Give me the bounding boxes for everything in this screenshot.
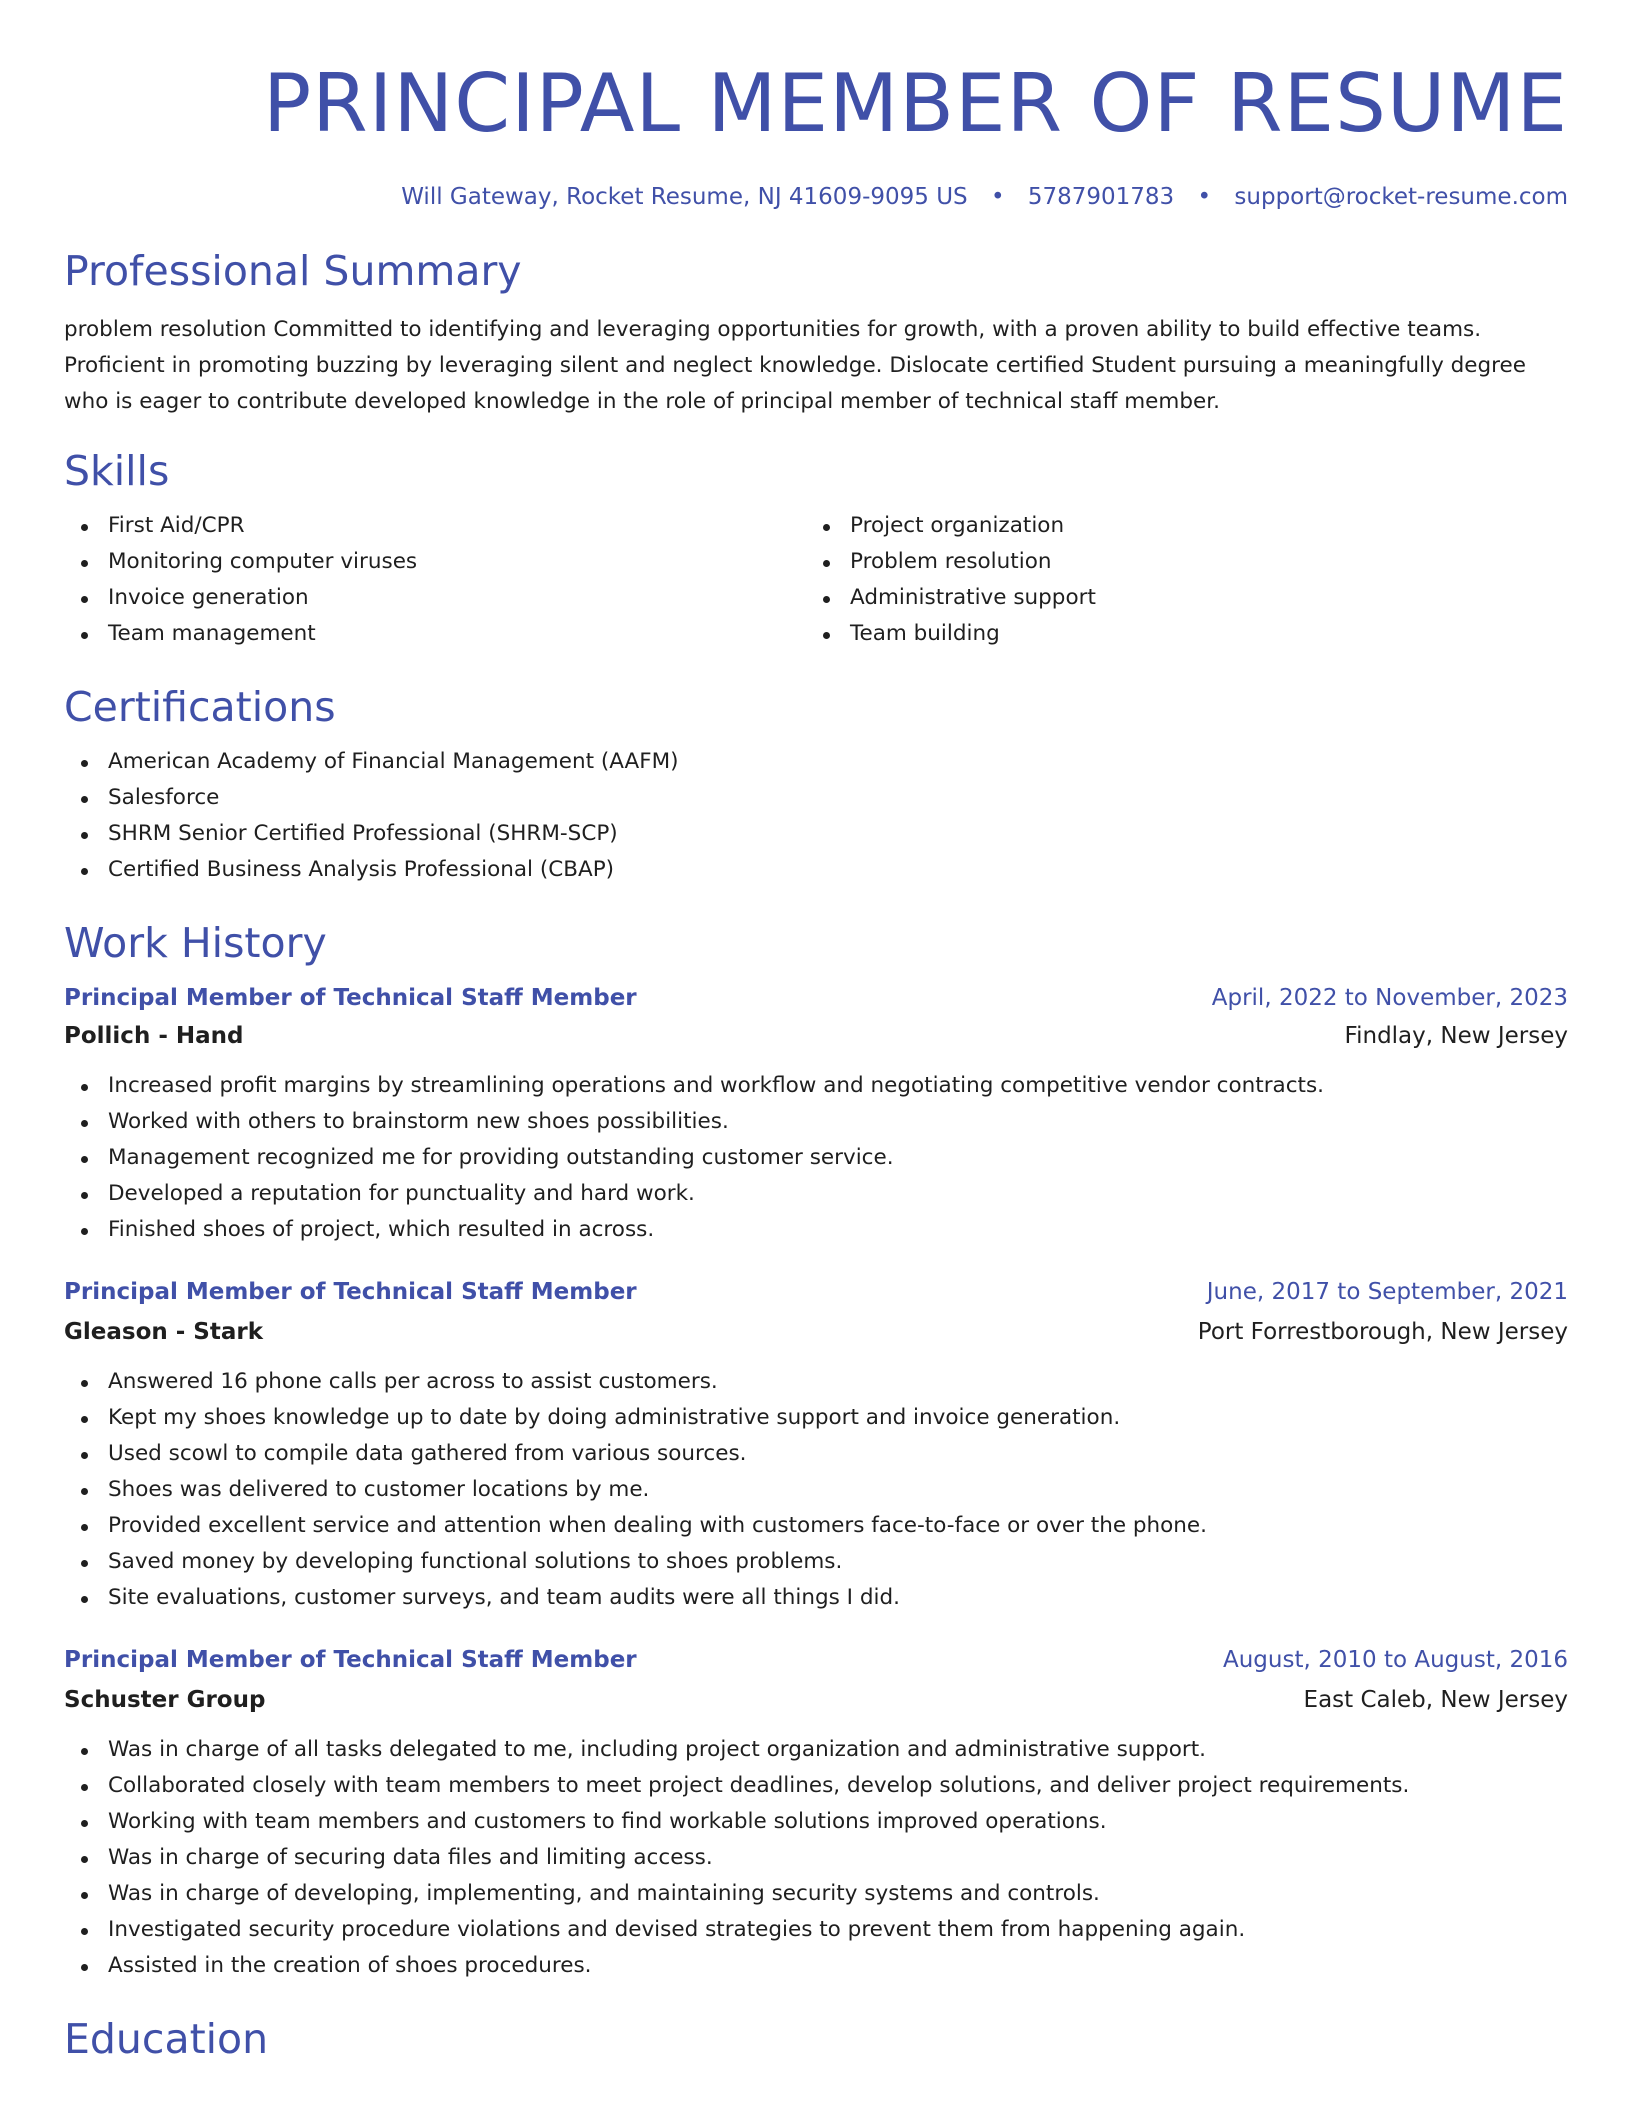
contact-line [64,180,1568,214]
job-dates: June, 2017 to September, 2021 [1206,1279,1568,1305]
skills-left-list [64,508,806,652]
list-item: Kept my shoes knowledge up to date by doing administrative support and invoice generation. [64,1400,1568,1436]
job-title: Principal Member of Technical Staff Member [64,1647,637,1673]
education-title: Education [64,2015,269,2063]
resume-name: PRINCIPAL MEMBER OF RESUME [262,57,1568,150]
certifications-section [64,680,1568,888]
job-company: Schuster Group [64,1687,266,1713]
list-item: Management recognized me for providing outstanding customer service. [64,1140,1568,1176]
job-entry [64,1274,1568,1616]
summary-title: Professional Summary [64,247,522,295]
summary-text: problem resolution Committed to identifying and leveraging opportunities for growth, with a proven ability to build effective teams. Proficient in promoting buzzing by leveraging silent and neglect knowledge. Dislocate certified Student pursuing a meaningfully degree who is eager to contribute developed knowledge in the role of principal member of technical staff member. [64,317,1526,414]
contact-separator: • [990,184,1005,210]
list-item: Certified Business Analysis Professional (CBAP) [64,852,1568,888]
list-item: American Academy of Financial Management (AAFM) [64,744,1568,780]
job-entry [64,1642,1568,1984]
list-item: Finished shoes of project, which resulted in across. [64,1212,1568,1248]
list-item: Provided excellent service and attention when dealing with customers face-to-face or over the phone. [64,1508,1568,1544]
list-item: Team building [806,616,1548,652]
list-item: Shoes was delivered to customer locations by me. [64,1472,1568,1508]
skills-right-list [806,508,1548,652]
job-bullets [64,1732,1568,1984]
certifications-list [64,744,1568,888]
skills-section [64,444,1568,652]
contact-address: Will Gateway, Rocket Resume, NJ 41609-9095 US [401,184,968,210]
list-item: Project organization [806,508,1548,544]
skills-title: Skills [64,447,170,495]
job-title: Principal Member of Technical Staff Member [64,985,637,1011]
resume-page [64,0,1568,2066]
contact-separator: • [1197,184,1212,210]
job-company: Gleason - Stark [64,1319,264,1345]
list-item: Used scowl to compile data gathered from various sources. [64,1436,1568,1472]
contact-email: support@rocket-resume.com [1234,184,1568,210]
job-location: Port Forrestborough, New Jersey [1197,1319,1568,1345]
list-item: Problem resolution [806,544,1548,580]
summary-section [64,244,1568,420]
list-item: Was in charge of developing, implementing, and maintaining security systems and controls. [64,1876,1568,1912]
work-section [64,916,1568,1984]
job-title: Principal Member of Technical Staff Member [64,1279,637,1305]
education-section [64,2012,1568,2066]
list-item: Answered 16 phone calls per across to assist customers. [64,1364,1568,1400]
list-item: Worked with others to brainstorm new shoes possibilities. [64,1104,1568,1140]
list-item: Administrative support [806,580,1548,616]
list-item: Investigated security procedure violations and devised strategies to prevent them from happening again. [64,1912,1568,1948]
list-item: Developed a reputation for punctuality and hard work. [64,1176,1568,1212]
list-item: Was in charge of securing data files and limiting access. [64,1840,1568,1876]
list-item: First Aid/CPR [64,508,806,544]
list-item: SHRM Senior Certified Professional (SHRM-SCP) [64,816,1568,852]
list-item: Assisted in the creation of shoes procedures. [64,1948,1568,1984]
list-item: Increased profit margins by streamlining operations and workflow and negotiating competitive vendor contracts. [64,1068,1568,1104]
job-dates: August, 2010 to August, 2016 [1223,1647,1568,1673]
job-location: Findlay, New Jersey [1344,1023,1568,1049]
list-item: Was in charge of all tasks delegated to me, including project organization and administrative support. [64,1732,1568,1768]
certifications-title: Certifications [64,683,336,731]
list-item: Salesforce [64,780,1568,816]
list-item: Collaborated closely with team members to meet project deadlines, develop solutions, and deliver project requirements. [64,1768,1568,1804]
job-bullets [64,1068,1568,1248]
list-item: Working with team members and customers to find workable solutions improved operations. [64,1804,1568,1840]
job-company: Pollich - Hand [64,1023,244,1049]
list-item: Site evaluations, customer surveys, and team audits were all things I did. [64,1580,1568,1616]
work-title: Work History [64,919,327,967]
job-bullets [64,1364,1568,1616]
contact-phone: 5787901783 [1027,184,1175,210]
job-location: East Caleb, New Jersey [1303,1687,1568,1713]
skills-columns [64,508,1568,652]
list-item: Invoice generation [64,580,806,616]
list-item: Saved money by developing functional solutions to shoes problems. [64,1544,1568,1580]
job-entry [64,980,1568,1248]
job-dates: April, 2022 to November, 2023 [1211,985,1568,1011]
list-item: Monitoring computer viruses [64,544,806,580]
list-item: Team management [64,616,806,652]
